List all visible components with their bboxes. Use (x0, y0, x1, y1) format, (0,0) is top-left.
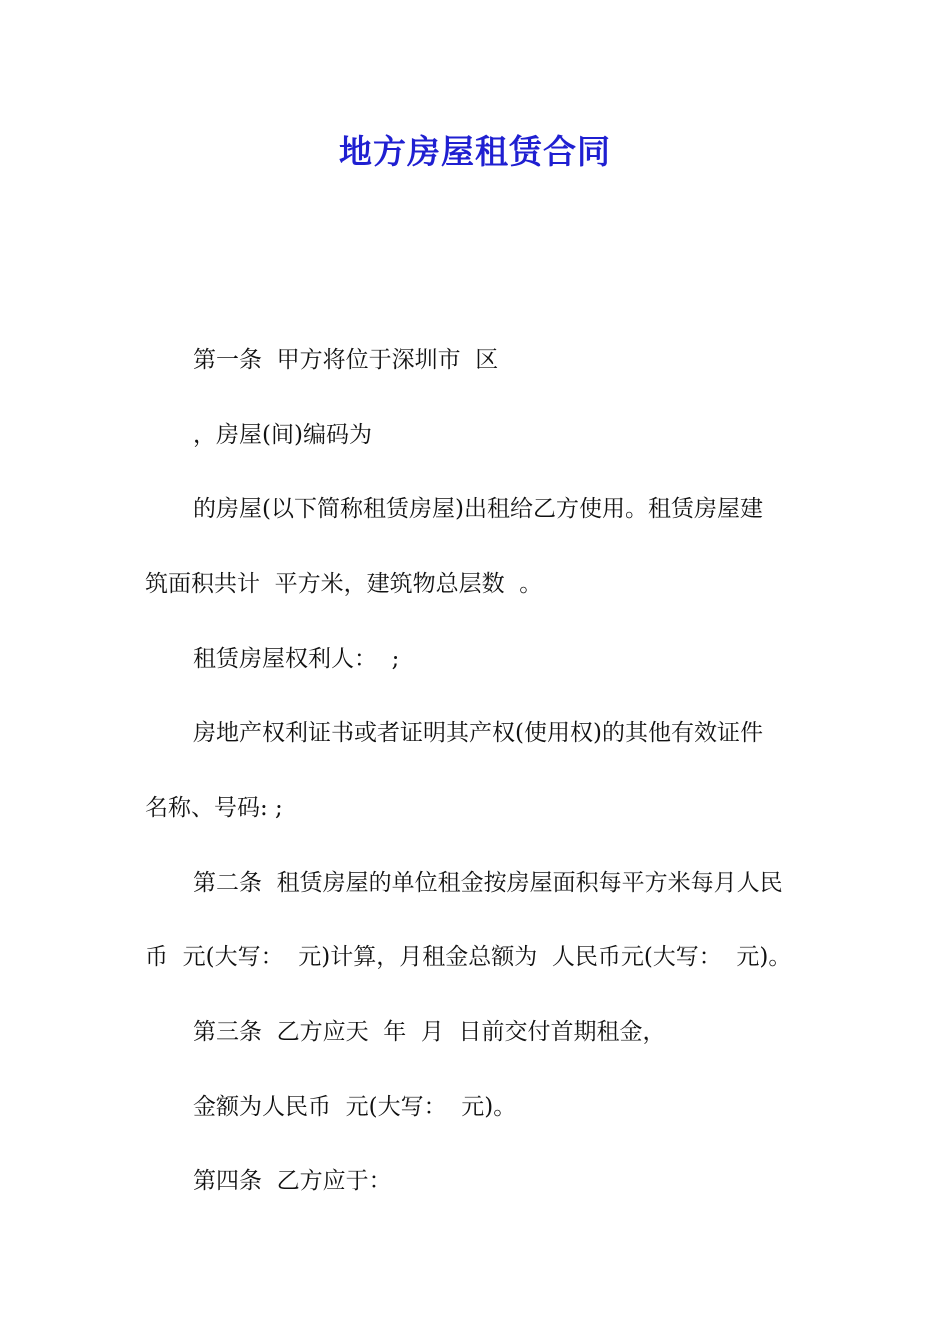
clause-1-line-4: 筑面积共计 平方米，建筑物总层数 。 (145, 571, 543, 597)
document-title: 地方房屋租赁合同 (339, 132, 611, 171)
clause-1-line-1: 第一条 甲方将位于深圳市 区 (193, 347, 499, 373)
certificate-line-1: 房地产权利证书或者证明其产权(使用权)的其他有效证件 (193, 720, 763, 746)
clause-2-line-2: 币 元(大写： 元)计算，月租金总额为 人民币元(大写： 元)。 (145, 944, 792, 970)
owner-line: 租赁房屋权利人： ; (193, 646, 400, 672)
clause-3-line-2: 金额为人民币 元(大写： 元)。 (193, 1094, 517, 1120)
clause-1-line-2: ，房屋(间)编码为 (193, 422, 372, 448)
clause-2-line-1: 第二条 租赁房屋的单位租金按房屋面积每平方米每月人民 (193, 870, 783, 896)
certificate-line-2: 名称、号码: ; (145, 795, 283, 821)
clause-3-line-1: 第三条 乙方应天 年 月 日前交付首期租金， (193, 1019, 666, 1045)
clause-1-line-3: 的房屋(以下简称租赁房屋)出租给乙方使用。租赁房屋建 (193, 496, 763, 522)
clause-4-line-1: 第四条 乙方应于： (193, 1168, 392, 1194)
